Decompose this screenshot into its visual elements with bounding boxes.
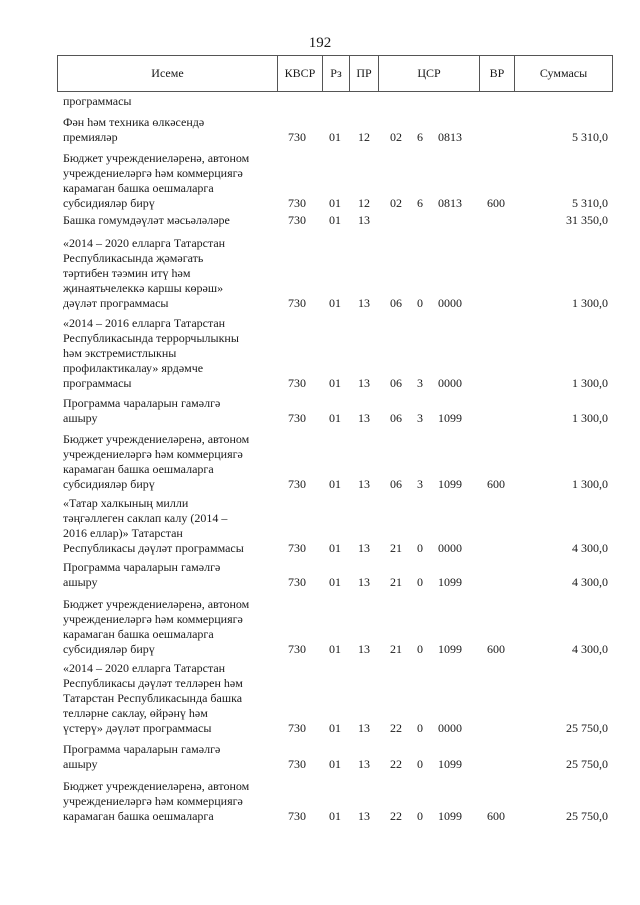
cell-kvsr: 730 [288, 541, 306, 555]
cell-kvsr: 730 [288, 411, 306, 425]
row-name [63, 151, 265, 211]
cell-sum: 4 300,0 [572, 541, 608, 555]
row-name-line: тәңгәллеген саклап калу (2014 – [63, 511, 228, 525]
row-name-line: учреждениеләргә һәм коммерциягә [63, 166, 243, 180]
cell-csr3: 1099 [438, 642, 462, 656]
cell-csr1: 22 [390, 809, 402, 823]
cell-rz: 01 [329, 213, 341, 227]
table-row [0, 661, 640, 736]
cell-csr1: 21 [390, 541, 402, 555]
row-name [63, 779, 265, 824]
cell-kvsr: 730 [288, 196, 306, 210]
row-name-line: Республикасында җәмәгать [63, 251, 204, 265]
cell-sum: 4 300,0 [572, 575, 608, 589]
cell-sum: 5 310,0 [572, 196, 608, 210]
cell-sum: 1 300,0 [572, 296, 608, 310]
cell-csr1: 22 [390, 757, 402, 771]
cell-sum: 1 300,0 [572, 376, 608, 390]
row-name-line: дәүләт программасы [63, 296, 169, 310]
table-row [0, 560, 640, 590]
cell-csr2: 6 [417, 130, 423, 144]
cell-rz: 01 [329, 809, 341, 823]
row-name-line: учреждениеләргә һәм коммерциягә [63, 447, 243, 461]
cell-kvsr: 730 [288, 477, 306, 491]
table-row [0, 151, 640, 211]
row-name [63, 661, 265, 736]
cell-csr3: 1099 [438, 575, 462, 589]
cell-csr1: 06 [390, 296, 402, 310]
cell-csr1: 21 [390, 642, 402, 656]
row-name [63, 560, 265, 590]
cell-kvsr: 730 [288, 213, 306, 227]
table-row [0, 236, 640, 311]
cell-pr: 13 [358, 757, 370, 771]
row-name [63, 396, 265, 426]
cell-rz: 01 [329, 575, 341, 589]
cell-csr3: 0000 [438, 296, 462, 310]
cell-rz: 01 [329, 477, 341, 491]
cell-rz: 01 [329, 541, 341, 555]
cell-csr3: 1099 [438, 757, 462, 771]
cell-csr1: 06 [390, 411, 402, 425]
row-name-line: Бюджет учреждениеләренә, автоном [63, 432, 250, 446]
row-name: программасы [63, 94, 132, 108]
row-name-line: Бюджет учреждениеләренә, автоном [63, 151, 250, 165]
header-pr: ПР [350, 56, 379, 91]
cell-csr2: 0 [417, 296, 423, 310]
cell-rz: 01 [329, 130, 341, 144]
cell-csr2: 0 [417, 809, 423, 823]
row-name-line: «2014 – 2016 елларга Татарстан [63, 316, 226, 330]
row-name-line: тәртибен тәэмин итү һәм [63, 266, 191, 280]
row-name-line: карамаган башка оешмаларга [63, 809, 214, 823]
table-row [0, 396, 640, 426]
header-vr: ВР [480, 56, 515, 91]
cell-pr: 12 [358, 196, 370, 210]
cell-pr: 13 [358, 477, 370, 491]
cell-pr: 13 [358, 575, 370, 589]
row-name-line: учреждениеләргә һәм коммерциягә [63, 794, 243, 808]
row-name-line: Татарстан Республикасында башка [63, 691, 243, 705]
cell-csr2: 0 [417, 642, 423, 656]
page-number: 192 [308, 35, 332, 51]
row-name-line: Бюджет учреждениеләренә, автоном [63, 597, 250, 611]
table-row [0, 115, 640, 145]
cell-kvsr: 730 [288, 757, 306, 771]
cell-sum: 1 300,0 [572, 411, 608, 425]
row-name-line: Республикасы дәүләт телләрен һәм [63, 676, 243, 690]
cell-vr: 600 [487, 196, 505, 210]
table-row [0, 779, 640, 824]
cell-sum: 25 750,0 [566, 809, 608, 823]
row-name [63, 742, 265, 772]
row-name [63, 213, 265, 228]
cell-kvsr: 730 [288, 642, 306, 656]
cell-sum: 25 750,0 [566, 757, 608, 771]
cell-vr: 600 [487, 809, 505, 823]
row-name-line: Республикасы дәүләт программасы [63, 541, 244, 555]
cell-sum: 5 310,0 [572, 130, 608, 144]
cell-rz: 01 [329, 296, 341, 310]
row-name-line: субсидияләр бирү [63, 477, 155, 491]
cell-csr1: 21 [390, 575, 402, 589]
row-name [63, 115, 265, 145]
row-name-line: 2016 еллар)» Татарстан [63, 526, 183, 540]
row-name [63, 496, 265, 556]
cell-csr3: 0813 [438, 196, 462, 210]
cell-rz: 01 [329, 376, 341, 390]
cell-csr1: 06 [390, 477, 402, 491]
row-name-line: Фән һәм техника өлкәсендә [63, 115, 205, 129]
cell-rz: 01 [329, 721, 341, 735]
cell-pr: 13 [358, 411, 370, 425]
row-name-line: «2014 – 2020 елларга Татарстан [63, 661, 226, 675]
cell-pr: 13 [358, 213, 370, 227]
cell-csr2: 0 [417, 721, 423, 735]
row-name-line: карамаган башка оешмаларга [63, 181, 214, 195]
cell-pr: 13 [358, 376, 370, 390]
table-header [57, 55, 613, 92]
cell-pr: 12 [358, 130, 370, 144]
cell-csr2: 6 [417, 196, 423, 210]
row-name-line: ашыру [63, 411, 98, 425]
cell-vr: 600 [487, 477, 505, 491]
cell-csr2: 0 [417, 757, 423, 771]
cell-rz: 01 [329, 411, 341, 425]
cell-pr: 13 [358, 809, 370, 823]
cell-rz: 01 [329, 757, 341, 771]
row-name [63, 432, 265, 492]
row-name-line: Программа чараларын гамәлгә [63, 396, 221, 410]
cell-kvsr: 730 [288, 721, 306, 735]
cell-csr3: 0000 [438, 376, 462, 390]
table-row [0, 316, 640, 391]
cell-csr1: 06 [390, 376, 402, 390]
cell-sum: 1 300,0 [572, 477, 608, 491]
row-name-line: учреждениеләргә һәм коммерциягә [63, 612, 243, 626]
cell-kvsr: 730 [288, 809, 306, 823]
cell-csr3: 0000 [438, 721, 462, 735]
row-name-line: Программа чараларын гамәлгә [63, 742, 221, 756]
cell-csr3: 1099 [438, 477, 462, 491]
row-name-line: ашыру [63, 575, 98, 589]
cell-csr3: 1099 [438, 809, 462, 823]
cell-csr1: 22 [390, 721, 402, 735]
row-name-line: Программа чараларын гамәлгә [63, 560, 221, 574]
row-name-line: ашыру [63, 757, 98, 771]
row-name-line: җинаятьчелеккә каршы көрәш» [63, 281, 224, 295]
row-name-line: Бюджет учреждениеләренә, автоном [63, 779, 250, 793]
header-csr: ЦСР [379, 56, 480, 91]
row-name-line: «Татар халкының милли [63, 496, 189, 510]
table-row [0, 496, 640, 556]
row-name-line: Республикасында террорчылыкны [63, 331, 239, 345]
table-row [0, 597, 640, 657]
cell-csr2: 0 [417, 575, 423, 589]
cell-sum: 4 300,0 [572, 642, 608, 656]
row-name-line: карамаган башка оешмаларга [63, 462, 214, 476]
cell-pr: 13 [358, 721, 370, 735]
cell-csr1: 02 [390, 130, 402, 144]
row-name-line: «2014 – 2020 елларга Татарстан [63, 236, 226, 250]
cell-rz: 01 [329, 642, 341, 656]
cell-csr3: 0000 [438, 541, 462, 555]
row-name [63, 236, 265, 311]
cell-kvsr: 730 [288, 130, 306, 144]
cell-kvsr: 730 [288, 376, 306, 390]
cell-pr: 13 [358, 296, 370, 310]
cell-csr2: 3 [417, 411, 423, 425]
header-sum: Суммасы [539, 66, 588, 80]
cell-pr: 13 [358, 541, 370, 555]
row-name-line: Башка гомумдәүләт мәсьәләләре [63, 213, 230, 227]
row-name-line: һәм экстремистлыкны [63, 346, 177, 360]
cell-pr: 13 [358, 642, 370, 656]
header-name: Исеме [58, 56, 278, 91]
row-name-line: субсидияләр бирү [63, 642, 155, 656]
row-name-line: профилактикалау» ярдәмче [63, 361, 204, 375]
row-name [63, 597, 265, 657]
header-rz: Рз [323, 56, 350, 91]
cell-rz: 01 [329, 196, 341, 210]
cell-sum: 31 350,0 [566, 213, 608, 227]
table-row [0, 742, 640, 772]
cell-sum: 25 750,0 [566, 721, 608, 735]
cell-vr: 600 [487, 642, 505, 656]
row-name [63, 316, 265, 391]
cell-csr2: 0 [417, 541, 423, 555]
header-kvsr: КВСР [278, 56, 323, 91]
cell-csr2: 3 [417, 376, 423, 390]
row-name-line: телләрне саклау, өйрәнү һәм [63, 706, 208, 720]
cell-csr3: 1099 [438, 411, 462, 425]
cell-csr3: 0813 [438, 130, 462, 144]
cell-csr1: 02 [390, 196, 402, 210]
table-row [0, 432, 640, 492]
row-name-line: үстерү» дәүләт программасы [63, 721, 212, 735]
row-name-line: премияләр [63, 130, 118, 144]
row-name-line: карамаган башка оешмаларга [63, 627, 214, 641]
row-name-line: субсидияләр бирү [63, 196, 155, 210]
cell-csr2: 3 [417, 477, 423, 491]
row-name-line: программасы [63, 376, 132, 390]
cell-kvsr: 730 [288, 575, 306, 589]
continuation-row [0, 94, 640, 109]
table-row [0, 213, 640, 228]
cell-kvsr: 730 [288, 296, 306, 310]
